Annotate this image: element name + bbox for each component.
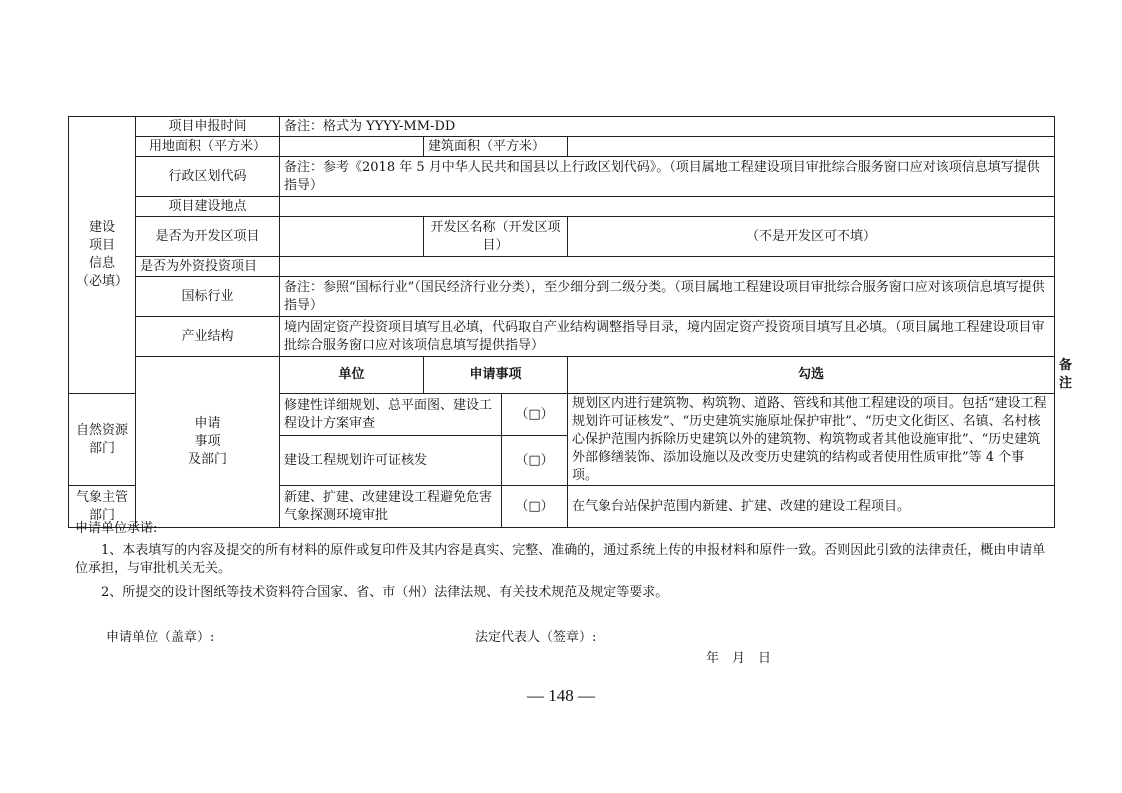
report-time-field[interactable]: 备注：格式为 YYYY-MM-DD <box>280 117 1055 137</box>
item-weather-review: 新建、扩建、改建建设工程避免危害气象探测环境审批 <box>280 486 502 528</box>
land-area-field[interactable] <box>280 137 424 157</box>
col-header-unit: 单位 <box>280 357 424 394</box>
page-number: — 148 — <box>527 686 595 705</box>
note-natural-resources: 规划区内进行建筑物、构筑物、道路、管线和其他工程建设的项目。包括“建设工程规划许可证核发”、“历史建筑实施原址保护审批”、“历史文化街区、名镇、名村核心保护范围内拆除历史建筑以外的建筑物、构筑物或者其他设施审批”、“历史建筑外部修缮装饰、添加设施以及改变历史建筑的结构或者使用性质审批”等 4 个事项。 <box>568 394 1055 486</box>
foreign-investment-label: 是否为外资投资项目 <box>136 257 280 277</box>
application-form-table: 建设 项目 信息 （必填） 项目申报时间 备注：格式为 YYYY-MM-DD 用地面积（平方米） 建筑面积（平方米） 行政区划代码 备注：参考《2018 年 5 月中华人民共和国县以上行政区划代码》。（项目属地工程建设项目审批综合服务窗口应对该项信息填写提供指导） 项目建设地点 是否为开发区项目 开发区名称（开发区项目） （不是开发区可不填） 是否为外资投资项目 国标行业 备注：参照“国标行业”（国民经济行业分类），至少细分到二级分类。（项目属地工程建设项目审批综合服务窗口应对该项信息填写提供指导） 产业结构 境内固定资产投资项目填写且必填，代码取自产业结构调整指导目录，境内固定资产投资项目填写且必填。（项目属地工程建设项目审批综合服务窗口应对该项信息填写提供指导） 申请 事项 及部门 单位 申请事项 勾选 备注 自然资源部门 修建性详细规划、总平面图、建设工程设计方案审查 （□） 规划区内进行建筑物、构筑物、道路、管线和其他工程建设的项目。包括“建设工程规划许可证核发”、“历史建筑实施原址保护审批”、“历史文化街区、名镇、名村核心保护范围内拆除历史建筑以外的建筑物、构筑物或者其他设施审批”、“历史建筑外部修缮装饰、添加设施以及改变历史建筑的结构或者使用性质审批”等 4 个事项。 建设工程规划许可证核发 （□） 气象主管部门 新建、扩建、改建建设工程避免危害气象探测环境审批 （□） 在气象台站保护范围内新建、扩建、改建的建设工程项目。 <box>68 116 1055 528</box>
col-header-check: 勾选 <box>568 357 1055 394</box>
location-label: 项目建设地点 <box>136 197 280 217</box>
check-planning-permit[interactable]: （□） <box>502 436 568 486</box>
devzone-label: 是否为开发区项目 <box>136 217 280 257</box>
land-area-label: 用地面积（平方米） <box>136 137 280 157</box>
item-planning-permit: 建设工程规划许可证核发 <box>280 436 502 486</box>
district-code-field[interactable]: 备注：参考《2018 年 5 月中华人民共和国县以上行政区划代码》。（项目属地工程建设项目审批综合服务窗口应对该项信息填写提供指导） <box>280 157 1055 197</box>
building-area-label: 建筑面积（平方米） <box>424 137 568 157</box>
legal-rep-sign-label: 法定代表人（签章）: <box>475 630 597 645</box>
promise-paragraph-1: 1、本表填写的内容及提交的所有材料的原件或复印件及其内容是真实、完整、准确的，通过系统上传的申报材料和原件一致。否则因此引致的法律责任，概由申请单位承担，与审批机关无关。 <box>75 543 1046 576</box>
note-meteorology: 在气象台站保护范围内新建、扩建、改建的建设工程项目。 <box>568 486 1055 528</box>
check-plan-review[interactable]: （□） <box>502 394 568 436</box>
district-code-label: 行政区划代码 <box>136 157 280 197</box>
promise-paragraph-2: 2、所提交的设计图纸等技术资料符合国家、省、市（州）法律法规、有关技术规范及规定等要求。 <box>101 585 669 600</box>
industry-label: 国标行业 <box>136 277 280 317</box>
devzone-field[interactable] <box>280 217 424 257</box>
check-weather-review[interactable]: （□） <box>502 486 568 528</box>
date-label: 年 月 日 <box>706 651 772 666</box>
col-header-item: 申请事项 <box>424 357 568 394</box>
dept-meteorology: 气象主管部门 <box>69 486 136 528</box>
report-time-label: 项目申报时间 <box>136 117 280 137</box>
applicant-seal-label: 申请单位（盖章）: <box>106 630 215 645</box>
industry-field[interactable]: 备注：参照“国标行业”（国民经济行业分类），至少细分到二级分类。（项目属地工程建设项目审批综合服务窗口应对该项信息填写提供指导） <box>280 277 1055 317</box>
promise-title: 申请单位承诺: <box>75 521 158 536</box>
project-info-side-label: 建设 项目 信息 （必填） <box>69 117 136 394</box>
industry-structure-label: 产业结构 <box>136 317 280 357</box>
location-field[interactable] <box>280 197 1055 217</box>
building-area-field[interactable] <box>568 137 1055 157</box>
item-plan-review: 修建性详细规划、总平面图、建设工程设计方案审查 <box>280 394 502 436</box>
application-side-label: 申请 事项 及部门 <box>136 357 280 528</box>
dept-natural-resources: 自然资源部门 <box>69 394 136 486</box>
devzone-name-label: 开发区名称（开发区项目） <box>424 217 568 257</box>
industry-structure-field[interactable]: 境内固定资产投资项目填写且必填，代码取自产业结构调整指导目录，境内固定资产投资项目填写且必填。（项目属地工程建设项目审批综合服务窗口应对该项信息填写提供指导） <box>280 317 1055 357</box>
devzone-name-field[interactable]: （不是开发区可不填） <box>568 217 1055 257</box>
foreign-investment-field[interactable] <box>280 257 1055 277</box>
